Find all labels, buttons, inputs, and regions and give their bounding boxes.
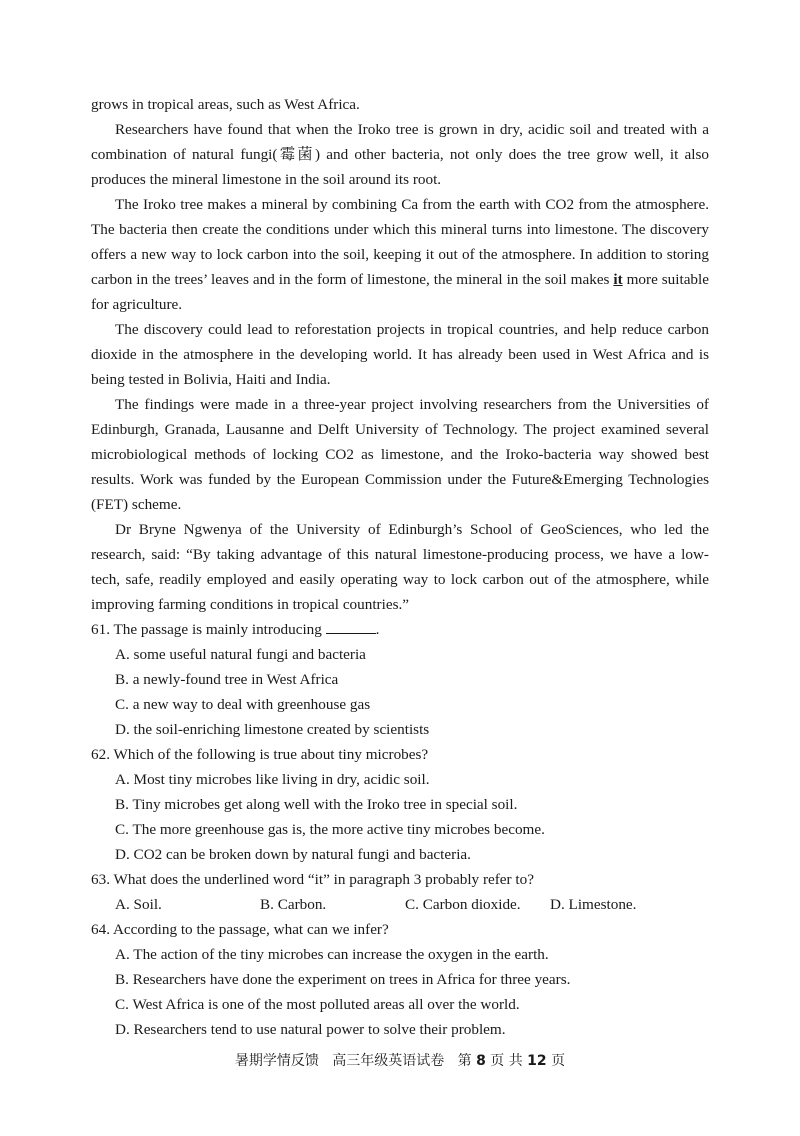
footer-paper-title: 高三年级英语试卷 xyxy=(332,1053,445,1069)
option-a: A. The action of the tiny microbes can increase the oxygen in the earth. xyxy=(115,946,549,963)
paragraph-2 xyxy=(91,192,709,317)
footer-page-mid: 页 共 xyxy=(490,1053,523,1069)
option-a: A. some useful natural fungi and bacteria xyxy=(115,646,366,663)
option-b: B. Carbon. xyxy=(260,896,327,913)
paragraph-2-after: more suitable for agriculture. xyxy=(91,271,709,313)
footer-page-number: 8 xyxy=(476,1053,486,1069)
option-d: D. CO2 can be broken down by natural fungi and bacteria. xyxy=(115,846,471,863)
paragraph-2-before: The Iroko tree makes a mineral by combining Ca from the earth with CO2 from the atmosphere. The bacteria then create the conditions under which this mineral turns into limestone. The discovery offers a new way to lock carbon into the soil, keeping it out of the atmosphere. In addition to storing carbon in the trees’ leaves and in the form of limestone, the mineral in the soil makes xyxy=(91,196,709,288)
answer-blank xyxy=(326,619,376,634)
footer-page-total: 12 xyxy=(527,1053,547,1069)
option-d: D. the soil-enriching limestone created by scientists xyxy=(115,721,430,738)
question-63 xyxy=(91,867,709,917)
option-a: A. Soil. xyxy=(115,896,162,913)
paragraph-5: Dr Bryne Ngwenya of the University of Edinburgh’s School of GeoSciences, who led the research, said: “By taking advantage of this natural limestone-producing process, we have a low-tech, safe, readily employed and easily operating way to lock carbon out of the atmosphere, while improving farming conditions in tropical countries.” xyxy=(91,521,709,613)
footer-page-suffix: 页 xyxy=(551,1053,566,1069)
question-64 xyxy=(91,917,709,1042)
paragraph-1: Researchers have found that when the Iroko tree is grown in dry, acidic soil and treated with a combination of natural fungi(霉菌) and other bacteria, not only does the tree grow well, it also produces the mineral limestone in the soil around its root. xyxy=(91,121,709,188)
passage-content xyxy=(91,92,709,1042)
option-c: C. The more greenhouse gas is, the more active tiny microbes become. xyxy=(115,821,545,838)
page-footer xyxy=(0,1050,800,1070)
footer-page-prefix: 第 xyxy=(457,1053,472,1069)
option-c: C. Carbon dioxide. xyxy=(405,896,521,913)
option-c: C. West Africa is one of the most polluted areas all over the world. xyxy=(115,996,520,1013)
question-stem: 62. Which of the following is true about tiny microbes? xyxy=(91,746,429,763)
question-stem: 61. The passage is mainly introducing . xyxy=(91,621,380,638)
option-b: B. Researchers have done the experiment on trees in Africa for three years. xyxy=(115,971,571,988)
question-stem: 63. What does the underlined word “it” in paragraph 3 probably refer to? xyxy=(91,871,534,888)
option-b: B. a newly-found tree in West Africa xyxy=(115,671,339,688)
question-61 xyxy=(91,617,709,742)
options-row xyxy=(91,892,709,917)
option-d: D. Limestone. xyxy=(550,896,637,913)
option-b: B. Tiny microbes get along well with the Iroko tree in special soil. xyxy=(115,796,518,813)
question-62 xyxy=(91,742,709,867)
question-stem: 64. According to the passage, what can we infer? xyxy=(91,921,389,938)
option-a: A. Most tiny microbes like living in dry, acidic soil. xyxy=(115,771,430,788)
option-c: C. a new way to deal with greenhouse gas xyxy=(115,696,371,713)
intro-line: grows in tropical areas, such as West Africa. xyxy=(91,96,360,113)
option-d: D. Researchers tend to use natural power to solve their problem. xyxy=(115,1021,506,1038)
paragraph-3: The discovery could lead to reforestation projects in tropical countries, and help reduce carbon dioxide in the atmosphere in the developing world. It has already been used in West Africa and is being tested in Bolivia, Haiti and India. xyxy=(91,321,709,388)
footer-exam-name: 暑期学情反馈 xyxy=(234,1053,319,1069)
underlined-word-it: it xyxy=(613,271,623,288)
paragraph-4: The findings were made in a three-year project involving researchers from the Universities of Edinburgh, Granada, Lausanne and Delft University of Technology. The project examined several microbiological methods of locking CO2 as limestone, and the Iroko-bacteria way showed best results. Work was funded by the European Commission under the Future&Emerging Technologies (FET) scheme. xyxy=(91,396,709,513)
